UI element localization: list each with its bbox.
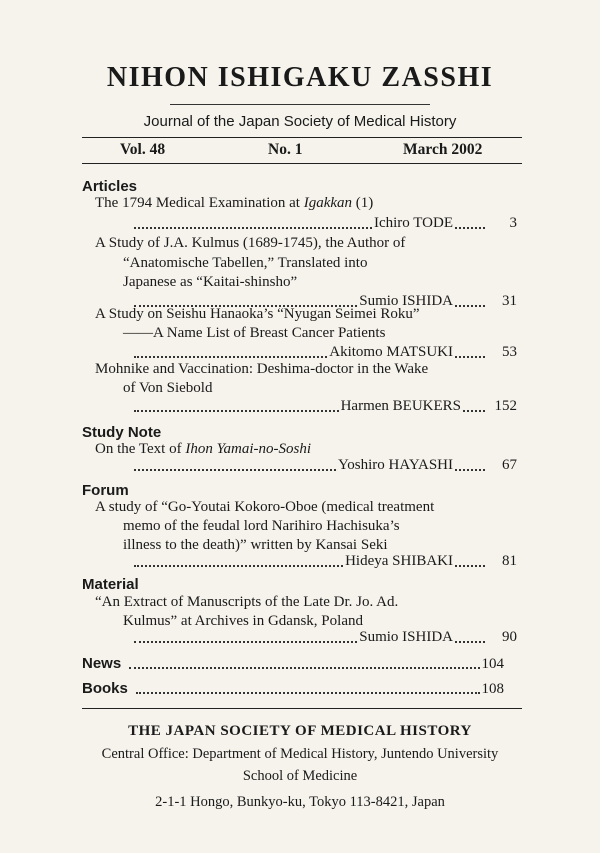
section-heading-articles: Articles — [82, 178, 138, 195]
toc-entry-forum[interactable] — [134, 553, 517, 571]
forum-title-line-1: A study of “Go-Youtai Kokoro-Oboe (medical treatment — [95, 499, 435, 515]
article-1-author: Ichiro TODE — [373, 215, 453, 231]
leader-dots — [455, 355, 485, 358]
leader-dots — [455, 468, 485, 471]
toc-entry-article-4[interactable] — [134, 398, 517, 416]
society-name: THE JAPAN SOCIETY OF MEDICAL HISTORY — [128, 723, 472, 739]
toc-entry-material[interactable] — [134, 629, 517, 647]
issue-number: No. 1 — [268, 141, 303, 158]
leader-dots — [136, 691, 480, 694]
toc-entry-books[interactable] — [82, 680, 504, 698]
article-2-title-line-1: A Study of J.A. Kulmus (1689-1745), the Author of — [95, 235, 406, 251]
leader-dots — [463, 409, 485, 412]
forum-page: 81 — [502, 553, 517, 569]
forum-title-line-3: illness to the death)” written by Kansai Seki — [123, 537, 388, 553]
issue-volume: Vol. 48 — [120, 141, 166, 158]
article-4-title-line-1: Mohnike and Vaccination: Deshima-doctor in the Wake — [95, 361, 429, 377]
toc-entry-study-note[interactable] — [134, 457, 517, 475]
leader-dots — [134, 468, 336, 471]
article-3-title-line-2: ——A Name List of Breast Cancer Patients — [123, 325, 386, 341]
leader-dots — [455, 564, 485, 567]
section-heading-books: Books — [82, 680, 128, 697]
toc-entry-article-1[interactable] — [134, 215, 517, 233]
forum-author: Hideya SHIBAKI — [345, 553, 453, 569]
leader-dots — [134, 355, 327, 358]
office-line-2: School of Medicine — [242, 768, 358, 784]
article-4-page: 152 — [494, 398, 517, 414]
office-line-1: Central Office: Department of Medical History, Juntendo University — [101, 746, 499, 762]
issue-rule-top — [82, 137, 522, 138]
leader-dots — [134, 409, 339, 412]
leader-dots — [134, 564, 343, 567]
article-1-title: The 1794 Medical Examination at Igakkan (1) — [95, 195, 374, 211]
forum-title-line-2: memo of the feudal lord Narihiro Hachisuka’s — [123, 518, 400, 534]
section-heading-study-note: Study Note — [82, 424, 162, 441]
footer-rule — [82, 708, 522, 709]
study-note-page: 67 — [502, 457, 517, 473]
office-address: 2-1-1 Hongo, Bunkyo-ku, Tokyo 113-8421, Japan — [155, 794, 445, 810]
article-2-title-line-2: “Anatomische Tabellen,” Translated into — [123, 255, 368, 271]
article-1-page: 3 — [509, 215, 517, 231]
toc-entry-news[interactable] — [82, 655, 504, 673]
journal-subtitle: Journal of the Japan Society of Medical History — [143, 113, 457, 130]
study-note-title: On the Text of Ihon Yamai-no-Soshi — [95, 441, 312, 457]
study-note-author: Yoshiro HAYASHI — [337, 457, 453, 473]
section-heading-material: Material — [82, 576, 139, 593]
leader-dots — [129, 666, 479, 669]
issue-date: March 2002 — [403, 141, 483, 158]
article-2-author: Sumio ISHIDA — [359, 293, 453, 309]
toc-entry-article-3[interactable] — [134, 344, 517, 362]
material-title-line-1: “An Extract of Manuscripts of the Late Dr. Jo. Ad. — [95, 594, 399, 610]
article-3-author: Akitomo MATSUKI — [329, 344, 453, 360]
article-4-title-line-2: of Von Siebold — [123, 380, 213, 396]
leader-dots — [455, 304, 485, 307]
leader-dots — [455, 640, 485, 643]
leader-dots — [134, 226, 372, 229]
news-page: 104 — [481, 656, 504, 672]
material-title-line-2: Kulmus” at Archives in Gdansk, Poland — [123, 613, 363, 629]
section-heading-news: News — [82, 655, 122, 672]
issue-rule-bottom — [82, 163, 522, 164]
article-4-author: Harmen BEUKERS — [340, 398, 461, 414]
material-page: 90 — [502, 629, 517, 645]
journal-title: NIHON ISHIGAKU ZASSHI — [106, 62, 494, 93]
title-divider — [170, 104, 430, 105]
article-2-title-line-3: Japanese as “Kaitai-shinsho” — [123, 274, 298, 290]
books-page: 108 — [481, 681, 504, 697]
article-3-page: 53 — [502, 344, 517, 360]
article-3-title-line-1: A Study on Seishu Hanaoka’s “Nyugan Seimei Roku” — [95, 306, 420, 322]
material-author: Sumio ISHIDA — [359, 629, 453, 645]
leader-dots — [455, 226, 485, 229]
article-2-page: 31 — [502, 293, 517, 309]
section-heading-forum: Forum — [82, 482, 129, 499]
leader-dots — [134, 640, 357, 643]
